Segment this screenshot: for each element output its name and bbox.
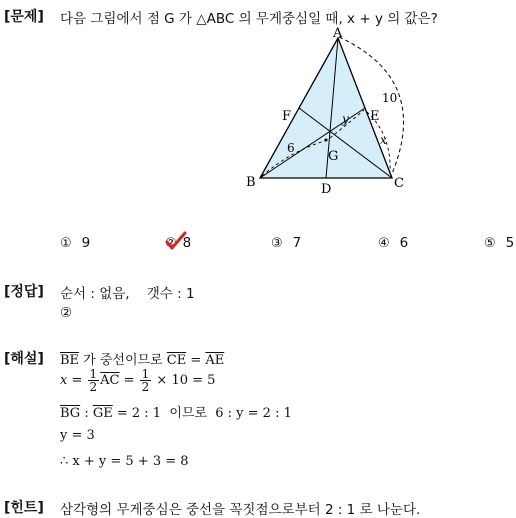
- segment-ae: $\overline{AE}$: [205, 353, 225, 368]
- point-e: E: [370, 109, 380, 124]
- choice-1-value: 9: [81, 235, 91, 251]
- point-g: G: [328, 149, 339, 164]
- answer-line: 순서 : 없음, 갯수 : 1: [60, 286, 195, 302]
- hint-text: 삼각형의 무게중심은 중선을 꼭짓점으로부터 2 : 1 로 나눈다.: [60, 502, 421, 518]
- solution-line-4: y = 3: [60, 428, 95, 443]
- solution-line-3: $\overline{BG}$ : $\overline{GE} = 2$ : 1 이므로 6 : y = 2 : 1: [60, 406, 292, 421]
- point-c: C: [394, 176, 404, 191]
- solution-line-2: x = $\frac{1}{2}$ $\overline{AC}$ = $\frac{1}{2}$ × 10 = 5: [60, 367, 216, 394]
- fraction-half-2: $\frac{1}{2}$: [141, 367, 150, 394]
- solution-line-3-rest: = 2 : 1 이므로 6 : y = 2 : 1: [112, 406, 292, 421]
- choice-5-value: 5: [505, 235, 515, 251]
- solution-line-2-lhs: x =: [60, 373, 87, 388]
- solution-line-1: [60, 349, 224, 368]
- triangle-abc: [260, 38, 392, 178]
- triangle-figure: [235, 22, 420, 197]
- segment-be: $\overline{BE}$: [60, 353, 80, 368]
- centroid-dot: [325, 139, 328, 142]
- choice-5[interactable]: [484, 235, 514, 251]
- fraction-half-1: $\frac{1}{2}$: [89, 367, 98, 394]
- choice-4-value: 6: [399, 235, 409, 251]
- segment-ce: $\overline{CE}$: [166, 353, 187, 368]
- choice-2-mark: ②: [165, 236, 177, 251]
- point-f: F: [282, 109, 292, 124]
- hint-label: [힌트]: [4, 500, 44, 516]
- question-label: [문제]: [4, 9, 44, 25]
- solution-line-5: ∴ x + y = 5 + 3 = 8: [60, 454, 189, 469]
- point-d: D: [321, 182, 332, 197]
- solution-line-2-rhs: × 10 = 5: [152, 373, 216, 388]
- solution-line-1-text: 가 중선이므로: [79, 353, 167, 368]
- segment-ac: $\overline{AC}$: [100, 373, 120, 388]
- choice-3-value: 7: [292, 235, 302, 251]
- choice-1[interactable]: [60, 235, 90, 251]
- segment-bg: $\overline{BG}$: [60, 406, 81, 421]
- solution-label: [해설]: [4, 351, 44, 367]
- label-ten: 10: [382, 91, 398, 105]
- choice-4-mark: ④: [378, 236, 390, 251]
- choice-2-value: 8: [182, 235, 192, 251]
- choice-4[interactable]: [378, 235, 408, 251]
- point-b: B: [246, 175, 256, 190]
- answer-value: ②: [60, 305, 73, 321]
- segment-ge: $\overline{GE}$: [92, 406, 113, 421]
- label-y: y: [342, 112, 349, 126]
- choice-1-mark: ①: [60, 236, 72, 251]
- answer-label: [정답]: [4, 284, 44, 300]
- checkmark-icon: [164, 230, 188, 252]
- label-six: 6: [287, 141, 295, 155]
- choice-3[interactable]: [271, 235, 301, 251]
- label-x: x: [380, 133, 387, 147]
- solution-line-1-eq: =: [186, 353, 206, 368]
- choice-5-mark: ⑤: [484, 236, 496, 251]
- point-a: A: [333, 26, 343, 41]
- choice-3-mark: ③: [271, 236, 283, 251]
- question-text: 다음 그림에서 점 G 가 △ABC 의 무게중심일 때, x + y 의 값은?: [60, 11, 438, 27]
